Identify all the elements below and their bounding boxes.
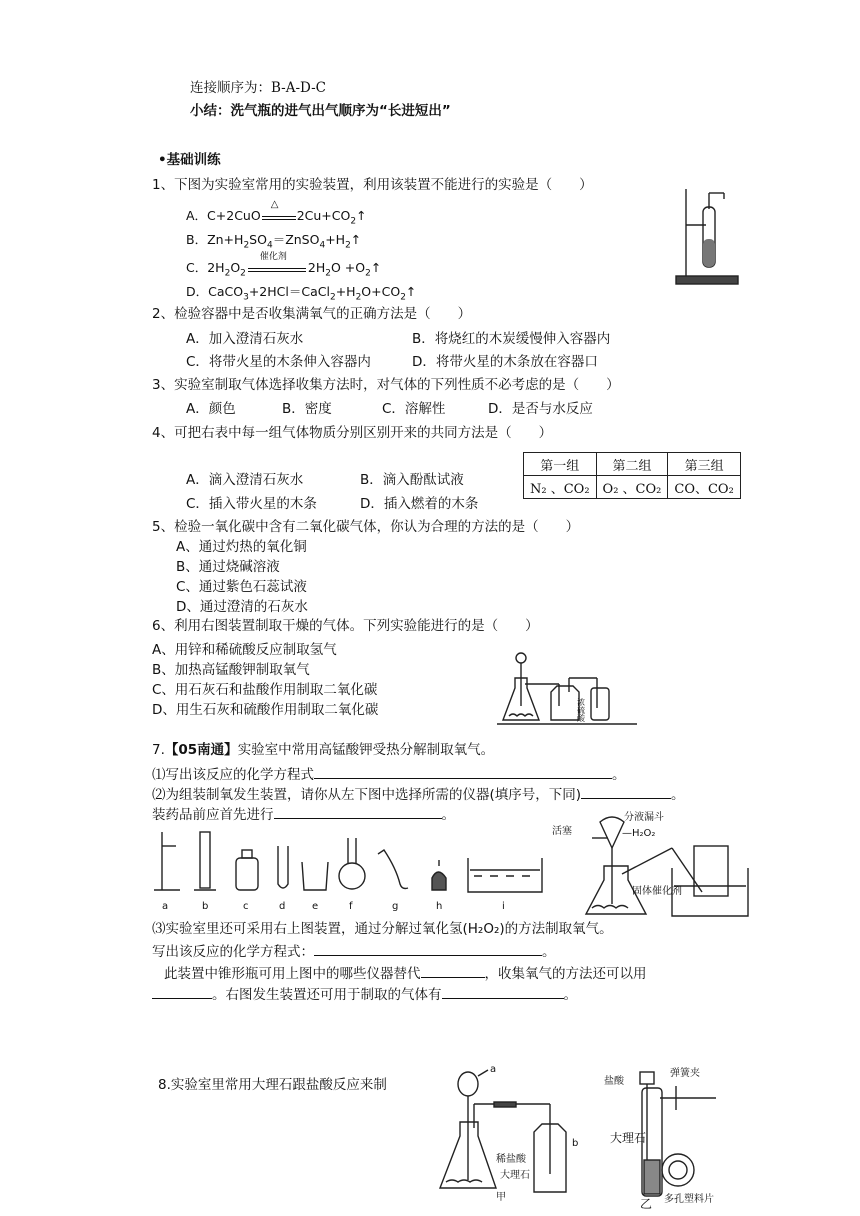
q2-option-d: D．将带火星的木条放在容器口 xyxy=(412,354,598,370)
q8-jia-acid-label: 稀盐酸 xyxy=(496,1154,526,1165)
q7-part5: 此装置中锥形瓶可用上图中的哪些仪器替代 ，收集氧气的方法还可以用 xyxy=(164,963,647,983)
table-header-cell: 第三组 xyxy=(668,453,740,476)
q3-option-b: B．密度 xyxy=(282,401,332,417)
catalyst-label: 固体催化剂 xyxy=(632,886,682,897)
q7-h2o2-apparatus-figure xyxy=(552,808,748,922)
q8-yi-name: 乙 xyxy=(640,1197,653,1211)
q3-option-c: C．溶解性 xyxy=(382,401,446,417)
table-header-cell: 第一组 xyxy=(524,453,597,476)
q8-jia-label-a: a xyxy=(490,1064,497,1075)
q7-part2: ⑵为组装制氧发生装置，请你从左下图中选择所需的仪器(填序号，下同) 。 xyxy=(152,784,685,804)
q7-part4: 写出该反应的化学方程式： 。 xyxy=(152,941,556,961)
q8-jia-name: 甲 xyxy=(496,1192,506,1203)
h2o2-label: —H₂O₂ xyxy=(622,828,656,839)
q2-option-a: A．加入澄清石灰水 xyxy=(186,331,304,347)
q7-part3: ⑶实验室里还可采用右上图装置，通过分解过氧化氢(H₂O₂)的方法制取氧气。 xyxy=(152,921,613,937)
q8-jia-marble-label: 大理石 xyxy=(500,1170,530,1181)
q6-apparatus-figure xyxy=(497,648,637,726)
q1-apparatus-figure xyxy=(672,183,748,288)
instrument-label: a xyxy=(162,901,169,912)
q8-yi-clamp-label: 弹簧夹 xyxy=(670,1068,700,1079)
q8-figure-yi xyxy=(604,1068,724,1211)
q6-option-d: D、用生石灰和硫酸作用制取二氧化碳 xyxy=(152,702,379,718)
q1-stem: 1、下图为实验室常用的实验装置，利用该装置不能进行的实验是（ ） xyxy=(152,177,593,193)
funnel-label: 分液漏斗 xyxy=(624,812,664,823)
instrument-label: g xyxy=(392,901,399,912)
q8-figure-jia xyxy=(430,1062,590,1202)
q7-stem: 7.【05南通】实验室中常用高锰酸钾受热分解制取氧气。 xyxy=(152,742,495,758)
q1-option-d: D．$CaCO_3+2HCl=CaCl_2+H_2O+CO_2↑$ xyxy=(186,284,417,303)
section-title: •基础训练 xyxy=(158,152,221,168)
q3-option-d: D．是否与水反应 xyxy=(488,401,593,417)
q8-stem: 8.实验室里常用大理石跟盐酸反应来制 xyxy=(158,1077,387,1093)
q8-jia-label-b: b xyxy=(572,1138,579,1149)
instrument-label: c xyxy=(243,901,249,912)
table-cell: O₂ 、CO₂ xyxy=(596,476,668,499)
q4-option-a: A．滴入澄清石灰水 xyxy=(186,472,304,488)
q1-option-b: B．$Zn+H_2SO_4=ZnSO_4+H_2↑$ xyxy=(186,232,362,251)
q1-option-a: A．C+2CuO △ $2Cu+CO_2↑$ xyxy=(186,199,367,227)
q7-part6: 。右图发生装置还可用于制取的气体有 。 xyxy=(152,984,577,1004)
q4-option-b: B．滴入酚酞试液 xyxy=(360,472,464,488)
q8-yi-plate-label: 多孔塑料片 xyxy=(664,1194,714,1205)
q6-option-a: A、用锌和稀硫酸反应制取氢气 xyxy=(152,642,337,658)
table-cell: N₂ 、CO₂ xyxy=(524,476,597,499)
instrument-label: d xyxy=(279,901,286,912)
q1-option-c: C．$2H_2O_2$ 催化剂 $2H_2O$ $+O_2↑$ xyxy=(186,252,382,279)
q5-option-d: D、通过澄清的石灰水 xyxy=(176,599,308,615)
q6-figure-label: 浓硫酸 xyxy=(576,698,586,722)
instrument-label: i xyxy=(502,901,505,912)
q3-option-a: A．颜色 xyxy=(186,401,236,417)
q7-part1: ⑴写出该反应的化学方程式 。 xyxy=(152,764,626,784)
table-cell: CO、CO₂ xyxy=(668,476,740,499)
instrument-label: f xyxy=(349,901,353,912)
stopper-label: 活塞 xyxy=(552,826,572,837)
q2-option-b: B．将烧红的木炭缓慢伸入容器内 xyxy=(412,331,611,347)
q8-yi-acid-label: 盐酸 xyxy=(604,1076,624,1087)
q2-stem: 2、检验容器中是否收集满氧气的正确方法是（ ） xyxy=(152,306,472,322)
instrument-label: h xyxy=(436,901,443,912)
q3-stem: 3、实验室制取气体选择收集方法时，对气体的下列性质不必考虑的是（ ） xyxy=(152,377,620,393)
summary-note: 小结：洗气瓶的进气出气顺序为“长进短出” xyxy=(190,103,451,119)
table-header-cell: 第二组 xyxy=(596,453,668,476)
q4-option-c: C．插入带火星的木条 xyxy=(186,496,317,512)
q2-option-c: C．将带火星的木条伸入容器内 xyxy=(186,354,371,370)
q5-stem: 5、检验一氧化碳中含有二氧化碳气体，你认为合理的方法的是（ ） xyxy=(152,519,580,535)
q6-option-c: C、用石灰石和盐酸作用制取二氧化碳 xyxy=(152,682,378,698)
q4-stem: 4、可把右表中每一组气体物质分别区别开来的共同方法是（ ） xyxy=(152,425,553,441)
connection-order: 连接顺序为：B-A-D-C xyxy=(190,80,327,96)
q5-option-b: B、通过烧碱溶液 xyxy=(176,559,280,575)
instrument-label: b xyxy=(202,901,209,912)
q8-yi-marble-label: 大理石 xyxy=(610,1131,647,1145)
q6-option-b: B、加热高锰酸钾制取氧气 xyxy=(152,662,310,678)
instrument-label: e xyxy=(312,901,319,912)
q4-option-d: D．插入燃着的木条 xyxy=(360,496,479,512)
q6-stem: 6、利用右图装置制取干燥的气体。下列实验能进行的是（ ） xyxy=(152,618,539,634)
q7-part2b: 装药品前应首先进行 。 xyxy=(152,804,455,824)
q5-option-a: A、通过灼热的氧化铜 xyxy=(176,539,307,555)
q5-option-c: C、通过紫色石蕊试液 xyxy=(176,579,307,595)
gas-groups-table xyxy=(523,452,741,499)
instrument-label-row xyxy=(150,901,550,915)
